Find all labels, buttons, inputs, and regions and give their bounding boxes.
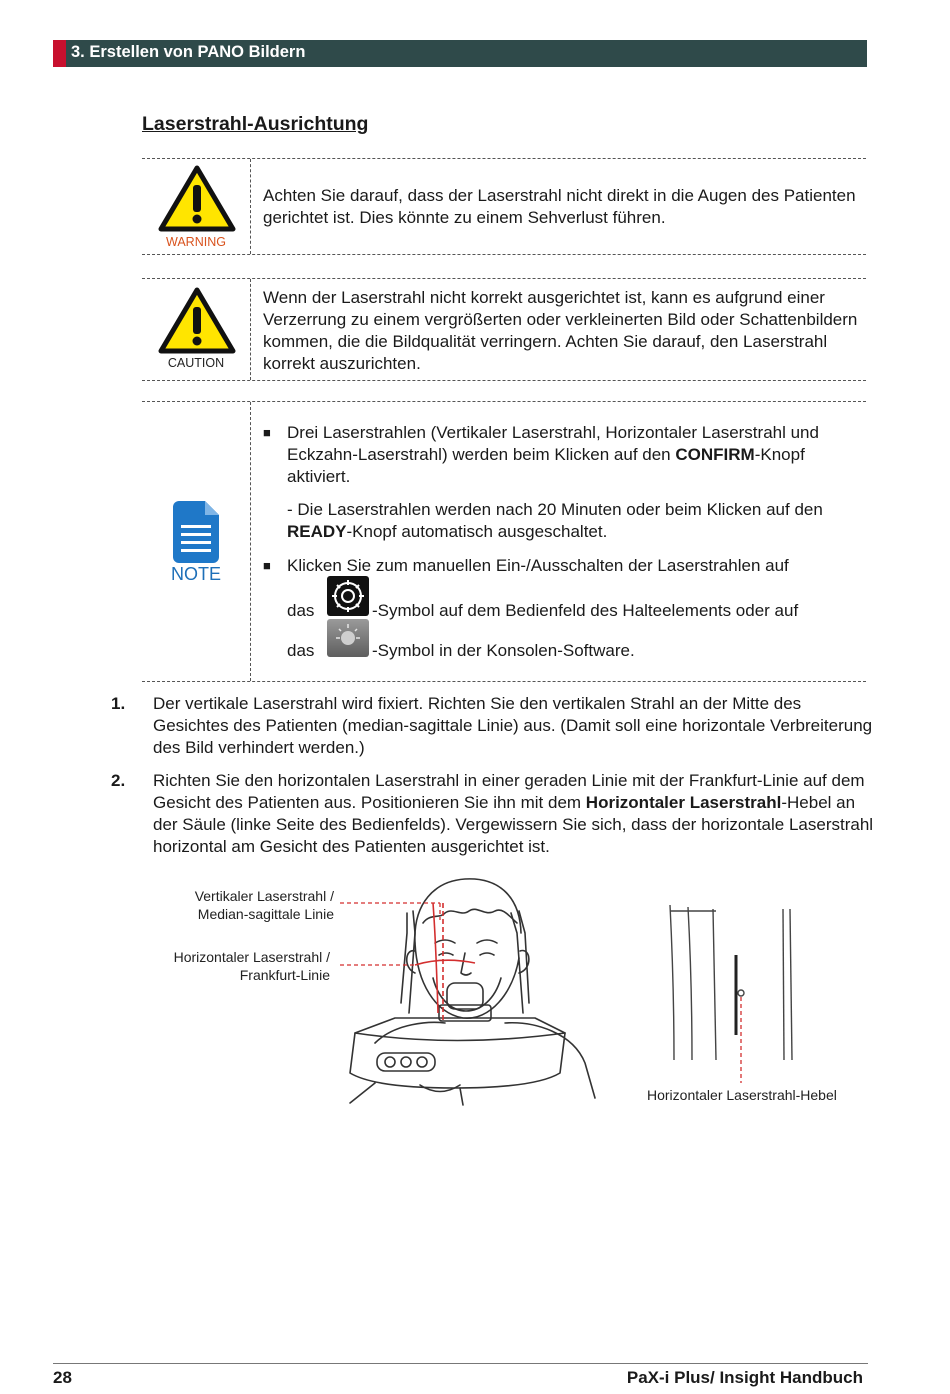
- step-number: 2.: [111, 771, 126, 790]
- note-content: [263, 402, 866, 681]
- horizontal-laser-keyword: Horizontaler Laserstrahl: [585, 793, 782, 812]
- lever-illustration: [668, 905, 828, 1085]
- header-accent: [53, 40, 66, 67]
- warning-icon-cell: [142, 159, 251, 254]
- caution-text: Wenn der Laserstrahl nicht korrekt ausgerichtet ist, kann es aufgrund einer Verzerrung zu einem vergrößerten oder verkleinerten Bild oder Schattenbildern kommen, die die Bildqualität verringern. Achten Sie darauf, den Laserstrahl korrekt auszurichten.: [263, 288, 858, 373]
- warning-text: Achten Sie darauf, dass der Laserstrahl nicht direkt in die Augen des Patienten gerichtet ist. Dies könnte zu einem Sehverlust führen.: [263, 186, 856, 227]
- note-subnote-text: - Die Laserstrahlen werden nach 20 Minuten oder beim Klicken auf den READY-Knopf automatisch ausgeschaltet.: [287, 500, 823, 541]
- step-number: 1.: [111, 694, 126, 713]
- chapter-header: [53, 40, 867, 67]
- chapter-title: 3. Erstellen von PANO Bildern: [71, 43, 306, 61]
- page-number: 28: [53, 1368, 72, 1387]
- note-bullet-2-text: Klicken Sie zum manuellen Ein-/Ausschalten der Laserstrahlen auf: [287, 556, 789, 575]
- section-title: Laserstrahl-Ausrichtung: [142, 113, 369, 135]
- leader-lines: [335, 895, 445, 975]
- step-text: Der vertikale Laserstrahl wird fixiert. Richten Sie den vertikalen Strahl an der Mitte des Gesichtes des Patienten (median-sagittale Linie) aus. (Damit soll eine horizontale Verbreiterung des Bild verhindert werden.): [153, 694, 873, 757]
- label-horizontal-laser: Horizontaler Laserstrahl / Frankfurt-Linie: [173, 949, 330, 983]
- warning-label: WARNING: [166, 235, 226, 249]
- step-text: Richten Sie den horizontalen Laserstrahl in einer geraden Linie mit der Frankfurt-Linie auf dem Gesicht des Patienten aus. Positionieren Sie ihn mit dem Horizontaler Laserstrahl-Hebel an der Säule (linke Seite des Bedienfelds). Vergewissern Sie sich, dass der horizontale Laserstrahl horizontal am Gesicht des Patienten ausgerichtet ist.: [153, 771, 874, 856]
- note-label: NOTE: [170, 564, 221, 584]
- note-icon: [173, 501, 219, 563]
- warning-box: [142, 158, 866, 255]
- laser-software-button-icon: [327, 619, 369, 657]
- note-icon-cell: [142, 402, 251, 681]
- footer-rule: [53, 1363, 868, 1364]
- ready-keyword: READY: [287, 522, 347, 541]
- note-line-panel-post: -Symbol auf dem Bedienfeld des Halteelements oder auf: [372, 601, 799, 620]
- bullet-square-icon: ■: [263, 558, 271, 573]
- caution-icon: [158, 287, 236, 355]
- step-1: [111, 693, 881, 763]
- manual-title: PaX-i Plus/ Insight Handbuch: [626, 1368, 863, 1387]
- note-bullet-1-text: Drei Laserstrahlen (Vertikaler Laserstrahl, Horizontaler Laserstrahl und Eckzahn-Laserstrahl) werden beim Klicken auf den CONFIRM-Knopf aktiviert.: [287, 423, 819, 486]
- note-line-software-pre: das: [287, 641, 315, 660]
- caution-icon-cell: [142, 279, 251, 380]
- note-line-software-post: -Symbol in der Konsolen-Software.: [372, 641, 635, 660]
- note-line-panel-pre: das: [287, 601, 315, 620]
- laser-panel-button-icon: [327, 576, 369, 616]
- label-vertical-laser: Vertikaler Laserstrahl / Median-sagittale Linie: [194, 888, 334, 922]
- note-box: [142, 401, 866, 682]
- step-2: [111, 770, 881, 862]
- confirm-keyword: CONFIRM: [675, 445, 755, 464]
- caution-box: [142, 278, 866, 381]
- bullet-square-icon: ■: [263, 425, 271, 440]
- warning-icon: [158, 165, 236, 233]
- label-laser-lever: Horizontaler Laserstrahl-Hebel: [647, 1087, 837, 1103]
- caution-label: CAUTION: [167, 356, 225, 370]
